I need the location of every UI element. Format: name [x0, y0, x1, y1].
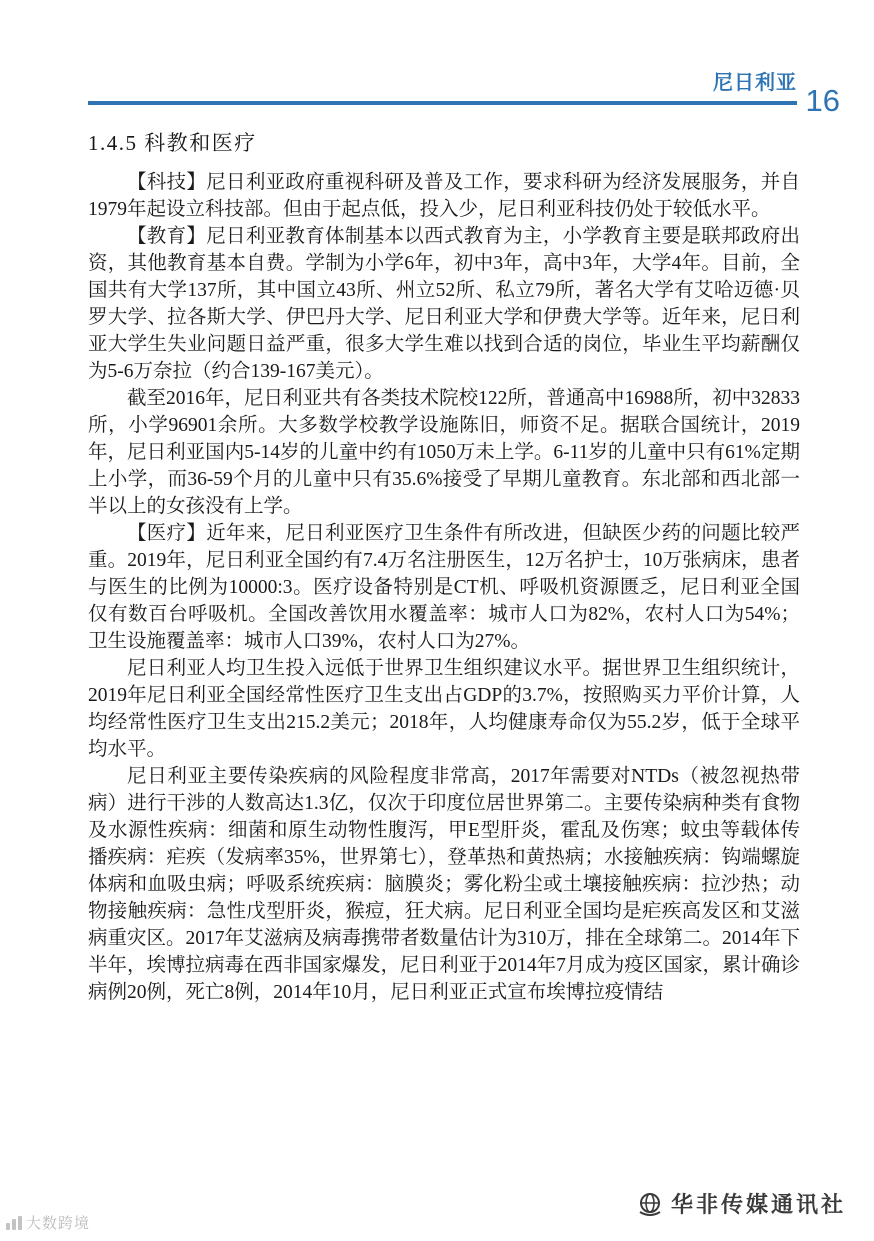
agency-watermark-label: 华非传媒通讯社	[670, 1192, 846, 1217]
paragraph-medical: 【医疗】近年来，尼日利亚医疗卫生条件有所改进，但缺医少药的问题比较严重。2019年，尼日利亚全国约有7.4万名注册医生，12万名护士，10万张病床，患者与医生的比例为10000:3。医疗设备特别是CT机、呼吸机资源匮乏，尼日利亚全国仅有数百台呼吸机。全国改善饮用水覆盖率：城市人口为82%，农村人口为54%；卫生设施覆盖率：城市人口39%，农村人口为27%。	[88, 523, 800, 652]
left-watermark	[6, 1212, 90, 1233]
page-header	[88, 70, 797, 105]
paragraph-infectious-diseases: 尼日利亚主要传染疾病的风险程度非常高，2017年需要对NTDs（被忽视热带病）进行干涉的人数高达1.3亿，仅次于印度位居世界第二。主要传染病种类有食物及水源性疾病：细菌和原生动物性腹泻，甲E型肝炎，霍乱及伤寒；蚊虫等载体传播疾病：疟疾（发病率35%，世界第七），登革热和黄热病；水接触疾病：钩端螺旋体病和血吸虫病；呼吸系统疾病：脑膜炎；雾化粉尘或土壤接触疾病：拉沙热；动物接触疾病：急性戊型肝炎，猴痘，狂犬病。尼日利亚全国均是疟疾高发区和艾滋病重灾区。2017年艾滋病及病毒携带者数量估计为310万，排在全球第二。2014年下半年，埃博拉病毒在西非国家爆发，尼日利亚于2014年7月成为疫区国家，累计确诊病例20例，死亡8例，2014年10月，尼日利亚正式宣布埃博拉疫情结	[88, 766, 800, 1003]
paragraph-health-spending: 尼日利亚人均卫生投入远低于世界卫生组织建议水平。据世界卫生组织统计，2019年尼日利亚全国经常性医疗卫生支出占GDP的3.7%，按照购买力平价计算，人均经常性医疗卫生支出215.2美元；2018年，人均健康寿命仅为55.2岁，低于全球平均水平。	[88, 658, 800, 760]
left-watermark-label: 大数跨境	[26, 1215, 91, 1232]
paragraph-education: 【教育】尼日利亚教育体制基本以西式教育为主，小学教育主要是联邦政府出资，其他教育基本自费。学制为小学6年，初中3年，高中3年，大学4年。目前，全国共有大学137所，其中国立43所、州立52所、私立79所，著名大学有艾哈迈德·贝罗大学、拉各斯大学、伊巴丹大学、尼日利亚大学和伊费大学等。近年来，尼日利亚大学生失业问题日益严重，很多大学生难以找到合适的岗位，毕业生平均薪酬仅为5-6万奈拉（约合139-167美元）。	[88, 226, 800, 382]
header-rule	[88, 101, 797, 105]
page-number: 16	[805, 83, 840, 118]
globe-logo-icon	[637, 1191, 663, 1217]
bar-chart-logo-icon	[6, 1216, 22, 1230]
chapter-label: 尼日利亚	[713, 72, 797, 94]
body-text	[88, 169, 800, 1006]
paragraph-education-stats: 截至2016年，尼日利亚共有各类技术院校122所，普通高中16988所，初中32833所，小学96901余所。大多数学校教学设施陈旧，师资不足。据联合国统计，2019年，尼日利亚国内5-14岁的儿童中约有1050万未上学。6-11岁的儿童中只有61%定期上小学，而36-59个月的儿童中只有35.6%接受了早期儿童教育。东北部和西北部一半以上的女孩没有上学。	[88, 388, 800, 517]
section-heading: 1.4.5 科教和医疗	[88, 131, 257, 155]
paragraph-science: 【科技】尼日利亚政府重视科研及普及工作，要求科研为经济发展服务，并自1979年起设立科技部。但由于起点低，投入少，尼日利亚科技仍处于较低水平。	[88, 172, 800, 220]
right-watermark	[637, 1188, 846, 1219]
